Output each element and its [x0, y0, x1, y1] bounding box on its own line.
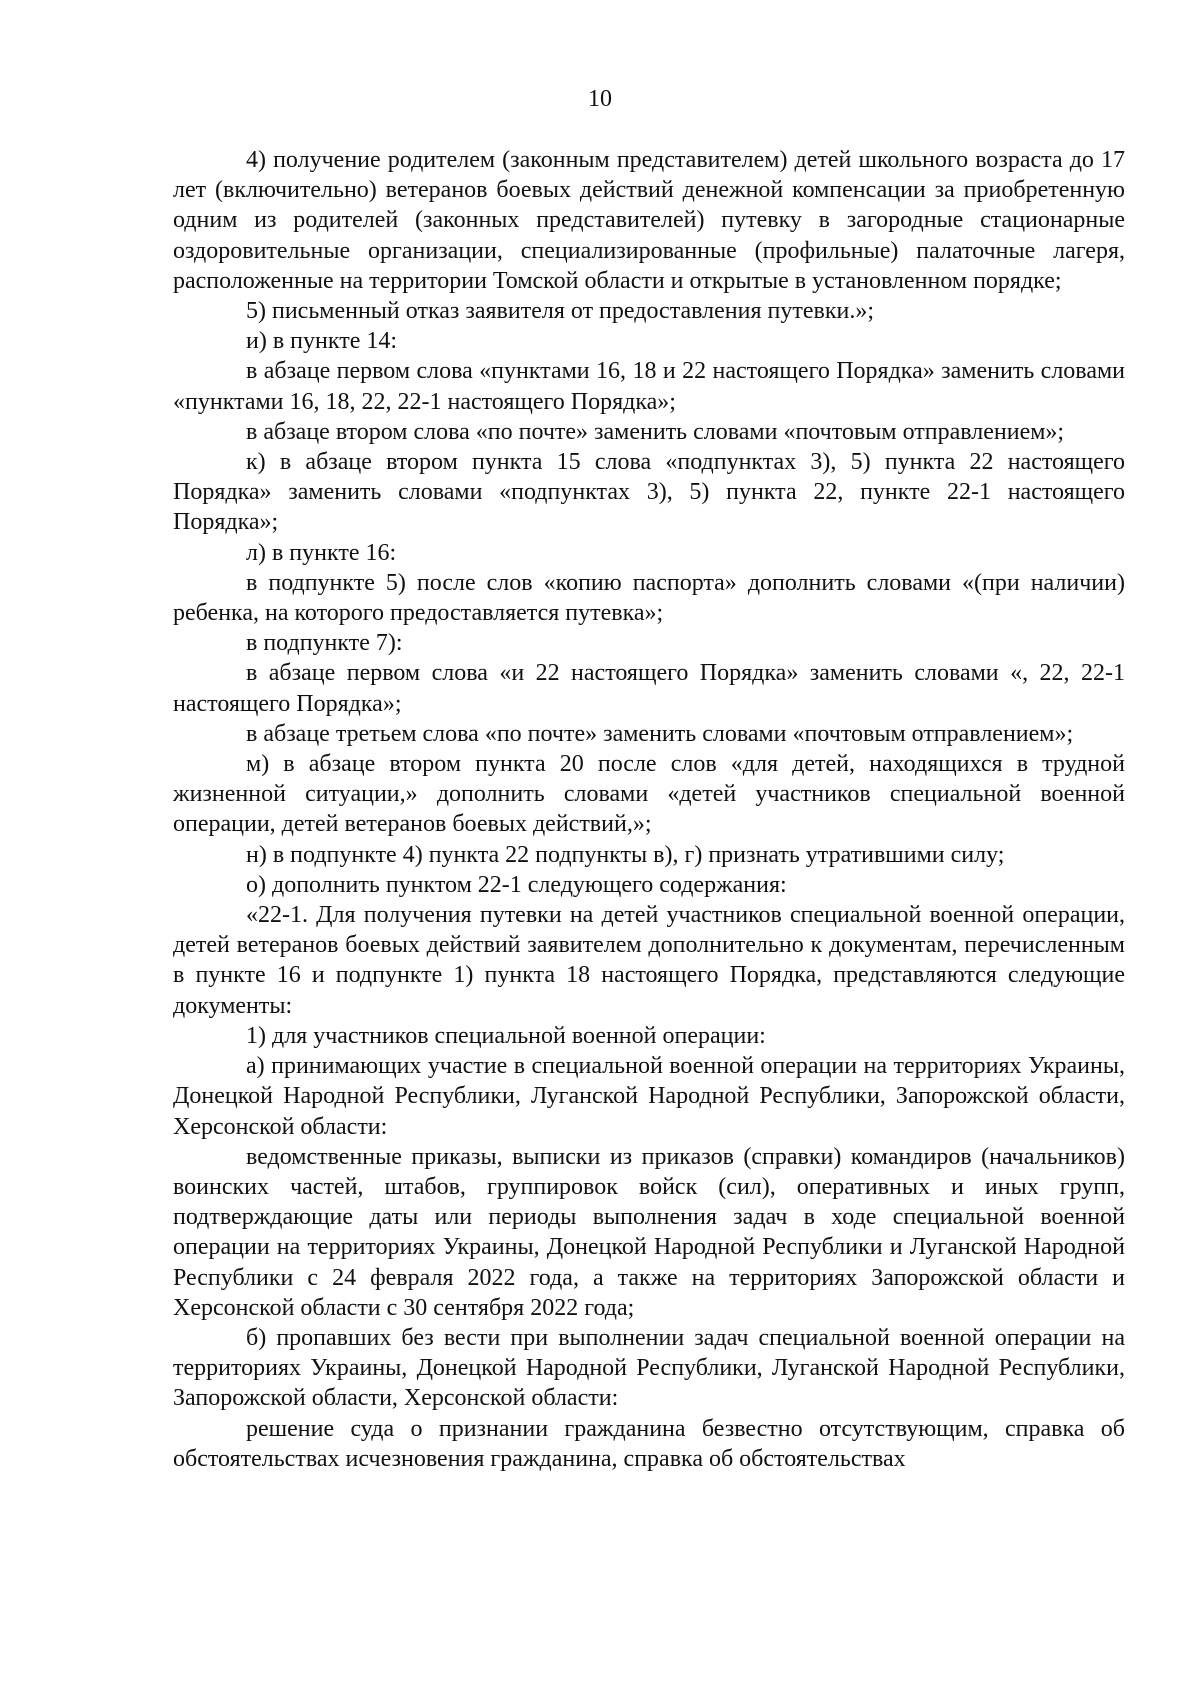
paragraph-subitem-n: н) в подпункте 4) пункта 22 подпункты в), г) признать утратившими силу;	[246, 841, 1005, 868]
document-body	[173, 145, 1125, 1474]
page-number: 10	[588, 86, 612, 112]
paragraph-text: ведомственные приказы, выписки из приказов (справки) командиров (начальников) воинских частей, штабов, группировок войск (сил), оперативных и иных групп, подтверждающие даты или периоды выполнения задач в ходе специальной военной операции на территориях Украины, Донецкой Народной Республики и Луганской Народной Республики с 24 февраля 2022 года, а также на территориях Запорожской области и Херсонской области с 30 сентября 2022 года;	[173, 1143, 1125, 1321]
paragraph-item-5: 5) письменный отказ заявителя от предоставления путевки.»;	[246, 298, 874, 325]
paragraph-subitem-l: л) в пункте 16:	[246, 539, 397, 566]
paragraph-text: решение суда о признании гражданина безвестно отсутствующим, справка об обстоятельствах исчезновения гражданина, справка об обстоятельствах	[173, 1415, 1125, 1472]
paragraph-subitem-i: и) в пункте 14:	[246, 328, 398, 355]
paragraph-clause-22-1: «22-1. Для получения путевки на детей участников специальной военной операции, детей ветеранов боевых действий заявителем дополнительно к документам, перечисленным в пункте 16 и подпункте 1) пункта 18 настоящего Порядка, представляются следующие документы:	[173, 902, 1125, 1019]
paragraph-amendment: в абзаце третьем слова «по почте» заменить словами «почтовым отправлением»;	[246, 720, 1074, 747]
paragraph-item-4: 4) получение родителем (законным представителем) детей школьного возраста до 17 лет (включительно) ветеранов боевых действий денежной компенсации за приобретенную одним из родителей (законных представителей) путевку в загородные стационарные оздоровительные организации, специализированные (профильные) палаточные лагеря, расположенные на территории Томской области и открытые в установленном порядке;	[173, 147, 1125, 294]
paragraph-amendment: в подпункте 7):	[246, 630, 403, 657]
paragraph-amendment: в подпункте 5) после слов «копию паспорта» дополнить словами «(при наличии) ребенка, на которого предоставляется путевка»;	[173, 569, 1125, 627]
paragraph-list-item: б) пропавших без вести при выполнении задач специальной военной операции на территориях Украины, Донецкой Народной Республики, Луганской Народной Республики, Запорожской области, Херсонской области:	[173, 1324, 1125, 1412]
paragraph-subitem-m: м) в абзаце втором пункта 20 после слов «для детей, находящихся в трудной жизненной ситуации,» дополнить словами «детей участников специальной военной операции, детей ветеранов боевых действий,»;	[173, 751, 1125, 838]
paragraph-subitem-k: к) в абзаце втором пункта 15 слова «подпунктах 3), 5) пункта 22 настоящего Порядка» заменить словами «подпунктах 3), 5) пункта 22, пункте 22-1 настоящего Порядка»;	[173, 449, 1125, 536]
paragraph-list-item: 1) для участников специальной военной операции:	[246, 1022, 766, 1049]
paragraph-amendment: в абзаце втором слова «по почте» заменить словами «почтовым отправлением»;	[246, 418, 1065, 445]
paragraph-list-item: а) принимающих участие в специальной военной операции на территориях Украины, Донецкой Народной Республики, Луганской Народной Республики, Запорожской области, Херсонской области:	[173, 1053, 1125, 1140]
paragraph-amendment: в абзаце первом слова «пунктами 16, 18 и 22 настоящего Порядка» заменить словами «пунктами 16, 18, 22, 22-1 настоящего Порядка»;	[173, 358, 1125, 415]
paragraph-amendment: в абзаце первом слова «и 22 настоящего Порядка» заменить словами «, 22, 22-1 настоящего Порядка»;	[173, 660, 1125, 717]
paragraph-subitem-o: о) дополнить пунктом 22-1 следующего содержания:	[246, 871, 787, 898]
